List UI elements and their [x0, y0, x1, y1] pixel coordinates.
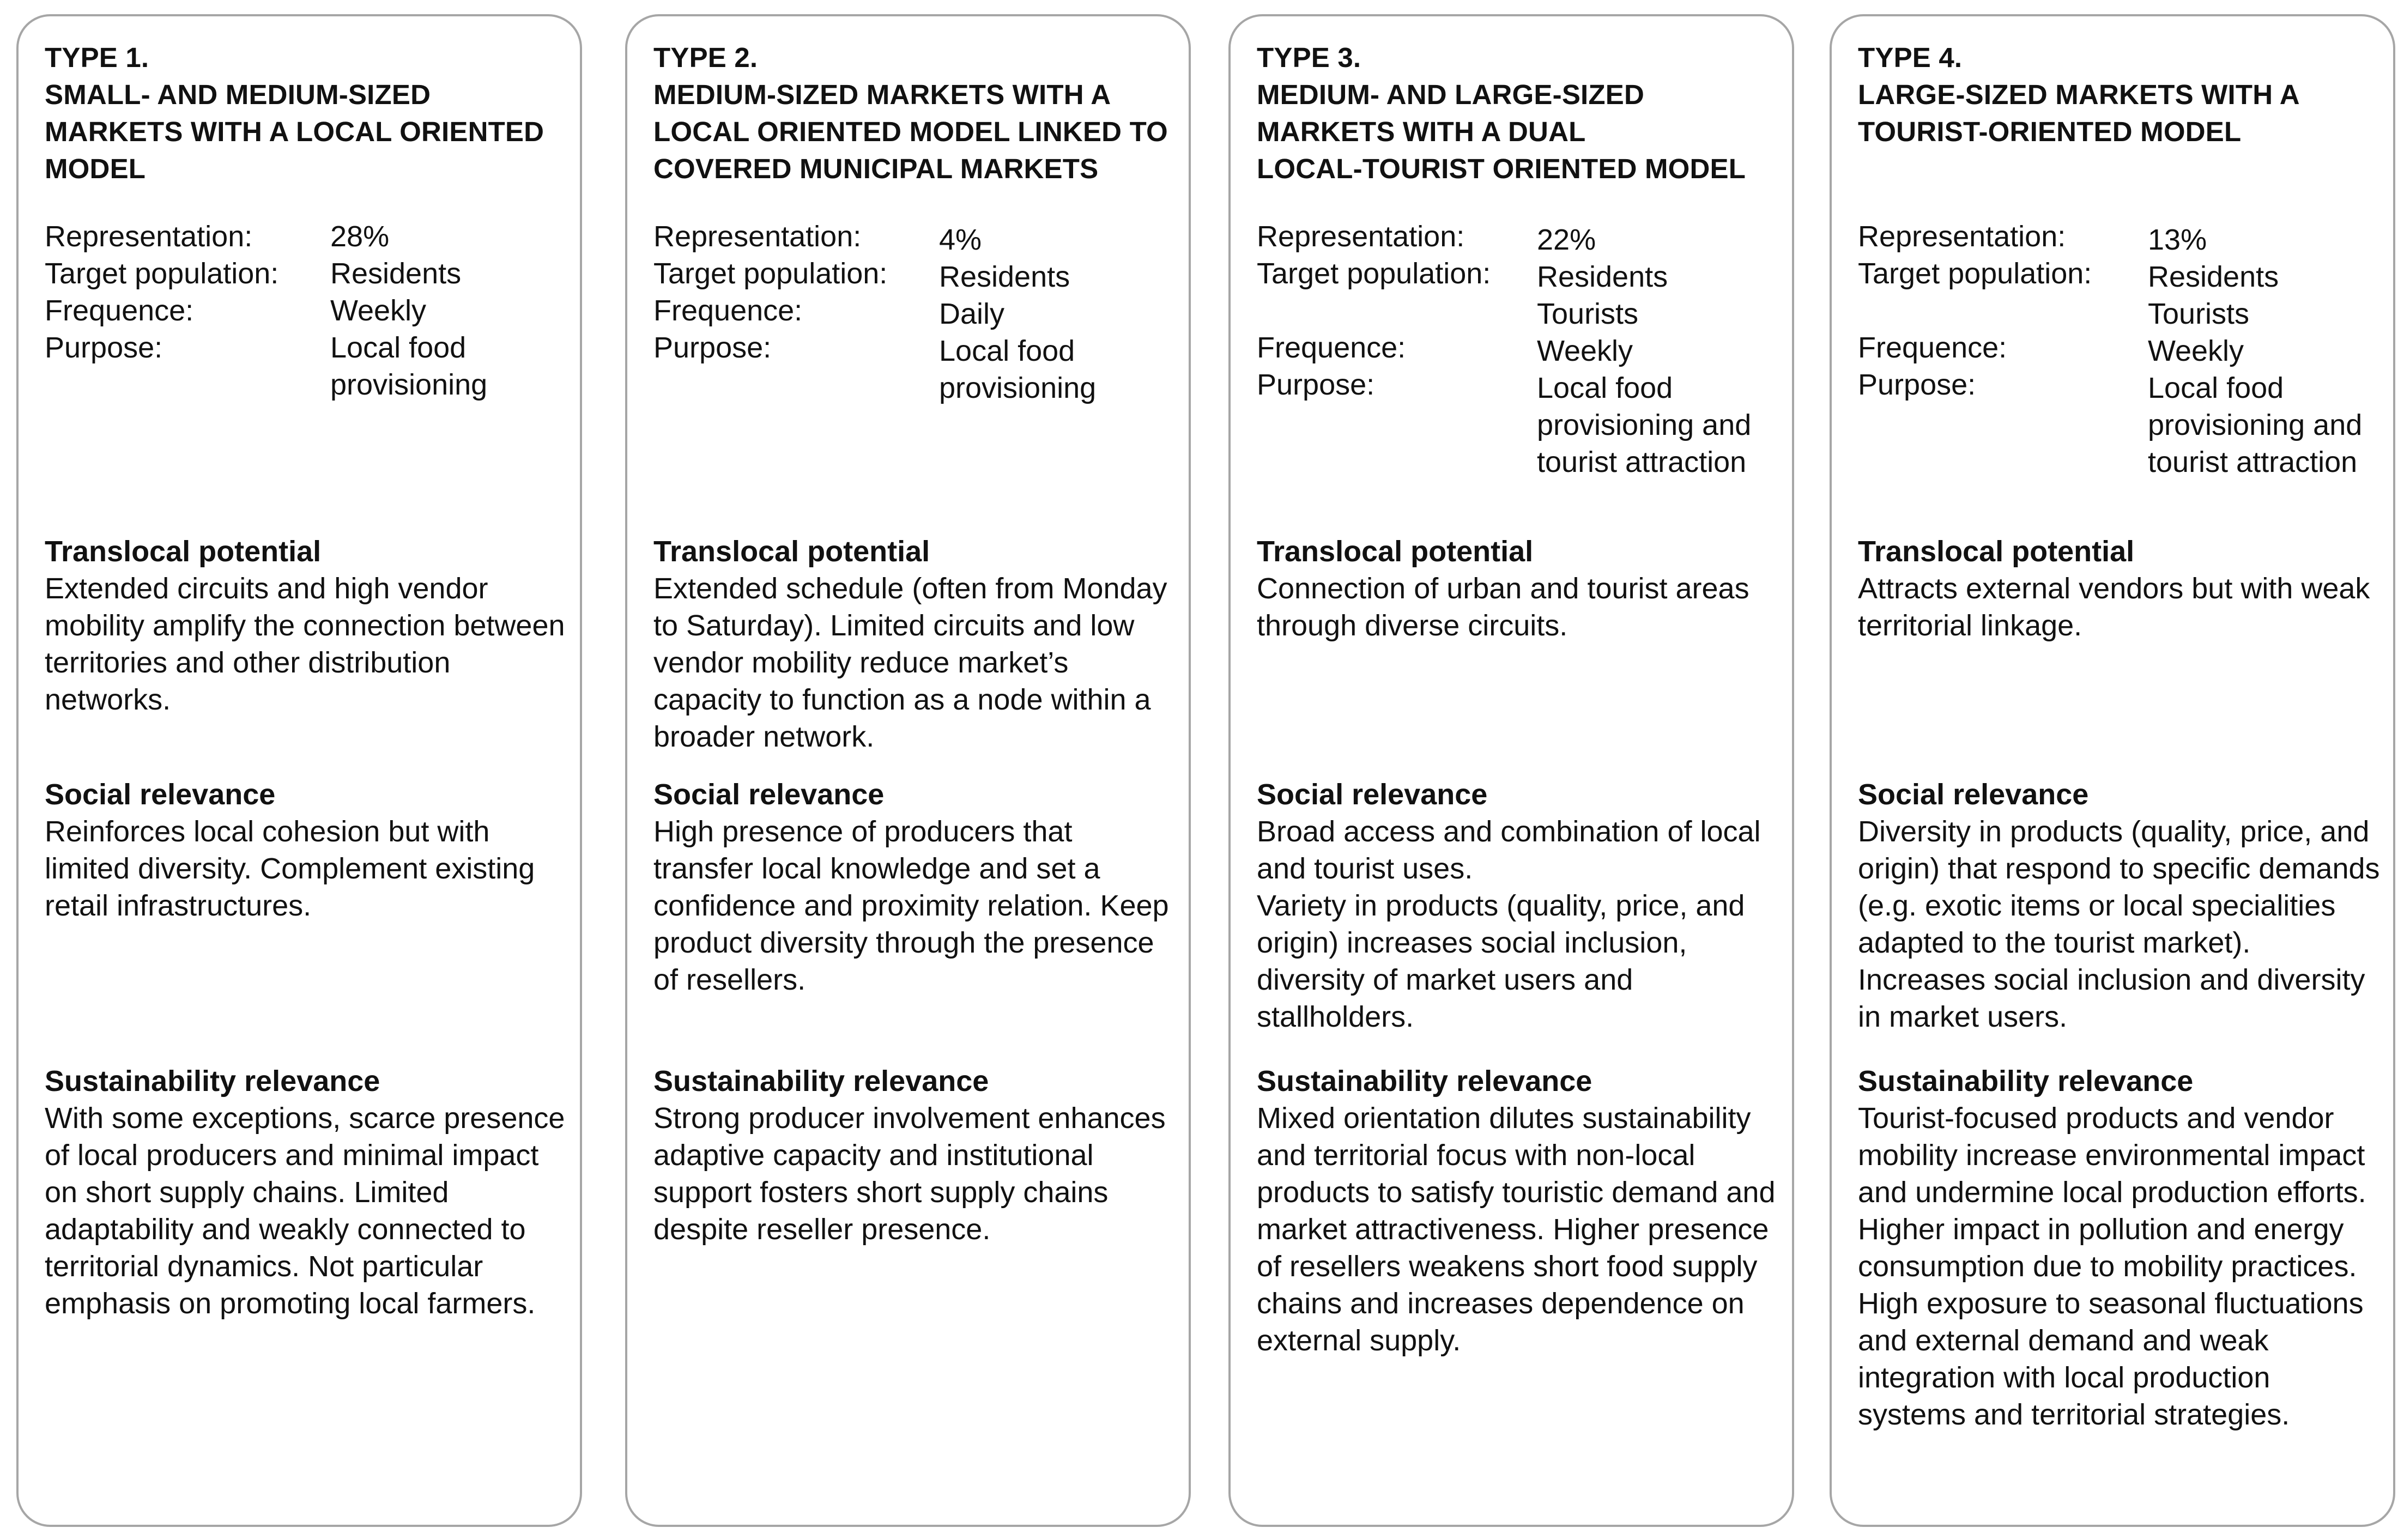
translocal-body: Connection of urban and tourist areas through diverse circuits. [1257, 572, 1749, 642]
target-population-value: Residents [939, 260, 1070, 293]
market-type-card-2 [625, 14, 1191, 1527]
frequence-label: Frequence: [45, 294, 194, 327]
frequence-label: Frequence: [1858, 331, 2007, 364]
sustainability-body: Tourist-focused products and vendor mobility increase environmental impact and undermine local production efforts. Higher impact in pollution and energy consumption due to mobility practices. High exposure to seasonal fluctuations and external demand and weak integration with local production systems and territorial strategies. [1858, 1102, 2366, 1431]
representation-value: 4% [939, 223, 982, 256]
purpose-value: Local food provisioning and tourist attraction [2148, 372, 2363, 478]
purpose-value: Local food provisioning [939, 335, 1097, 404]
purpose-value: Local food provisioning [330, 331, 488, 401]
social-heading: Social relevance [653, 778, 885, 811]
purpose-label: Purpose: [1257, 368, 1375, 401]
title-line: TYPE 4. [1858, 42, 1963, 73]
title-line: TYPE 2. [653, 42, 758, 73]
representation-label: Representation: [45, 220, 253, 253]
market-type-card-4 [1830, 14, 2395, 1527]
sustainability-body: With some exceptions, scarce presence of local producers and minimal impact on short supply chains. Limited adaptability and weakly connected to territorial dynamics. Not particular emphasis on promoting local farmers. [45, 1102, 565, 1320]
social-body: High presence of producers that transfer local knowledge and set a confidence and proximity relation. Keep product diversity through the presence of resellers. [653, 815, 1169, 996]
frequence-label: Frequence: [1257, 331, 1406, 364]
frequence-value: Daily [939, 298, 1005, 330]
translocal-heading: Translocal potential [45, 535, 322, 568]
market-type-card-3 [1228, 14, 1794, 1527]
representation-value: 13% [2148, 223, 2207, 256]
card-title [653, 39, 1168, 187]
sustainability-heading: Sustainability relevance [1858, 1065, 2194, 1098]
title-line: TYPE 1. [45, 42, 149, 73]
target-population-label: Target population: [1257, 257, 1491, 290]
translocal-body: Extended circuits and high vendor mobility amplify the connection between territories and other distribution networks. [45, 572, 565, 716]
social-heading: Social relevance [1858, 778, 2089, 811]
title-line: MEDIUM- AND LARGE-SIZED [1257, 79, 1645, 110]
frequence-label: Frequence: [653, 294, 803, 327]
translocal-heading: Translocal potential [1257, 535, 1534, 568]
purpose-value: Local food provisioning and tourist attraction [1537, 372, 1752, 478]
representation-label: Representation: [1257, 220, 1465, 253]
target-population-value: Residents [330, 257, 462, 290]
card-title [1858, 39, 2300, 150]
social-body: Reinforces local cohesion but with limited diversity. Complement existing retail infrastructures. [45, 815, 535, 922]
social-body: Diversity in products (quality, price, and origin) that respond to specific demands (e.g. exotic items or local specialities adapted to the tourist market). Increases social inclusion and diversity in market users. [1858, 815, 2380, 1033]
title-line: SMALL- AND MEDIUM-SIZED [45, 79, 431, 110]
representation-value: 22% [1537, 223, 1596, 256]
card-title [45, 39, 544, 187]
translocal-heading: Translocal potential [1858, 535, 2135, 568]
title-line: MARKETS WITH A LOCAL ORIENTED [45, 116, 544, 147]
purpose-label: Purpose: [1858, 368, 1976, 401]
title-line: LOCAL-TOURIST ORIENTED MODEL [1257, 153, 1746, 184]
translocal-body: Extended schedule (often from Monday to Saturday). Limited circuits and low vendor mobility reduce market’s capacity to function as a node within a broader network. [653, 572, 1167, 753]
title-line: LARGE-SIZED MARKETS WITH A [1858, 79, 2300, 110]
social-heading: Social relevance [45, 778, 276, 811]
sustainability-body: Mixed orientation dilutes sustainability and territorial focus with non-local products to satisfy touristic demand and market attractiveness. Higher presence of resellers weakens short food supply chains and increases dependence on external supply. [1257, 1102, 1776, 1357]
target-population-label: Target population: [45, 257, 279, 290]
title-line: COVERED MUNICIPAL MARKETS [653, 153, 1099, 184]
title-line: MEDIUM-SIZED MARKETS WITH A [653, 79, 1111, 110]
representation-value: 28% [330, 220, 390, 253]
frequence-value: Weekly [330, 294, 427, 327]
purpose-label: Purpose: [45, 331, 163, 364]
translocal-heading: Translocal potential [653, 535, 930, 568]
target-population-value: Residents Tourists [2148, 260, 2279, 330]
title-line: TOURIST-ORIENTED MODEL [1858, 116, 2242, 147]
sustainability-body: Strong producer involvement enhances adaptive capacity and institutional support fosters short supply chains despite reseller presence. [653, 1102, 1166, 1246]
title-line: MODEL [45, 153, 146, 184]
sustainability-heading: Sustainability relevance [653, 1065, 989, 1098]
sustainability-heading: Sustainability relevance [1257, 1065, 1592, 1098]
translocal-body: Attracts external vendors but with weak territorial linkage. [1858, 572, 2370, 642]
sustainability-heading: Sustainability relevance [45, 1065, 380, 1098]
title-line: TYPE 3. [1257, 42, 1361, 73]
frequence-value: Weekly [2148, 335, 2244, 367]
frequence-value: Weekly [1537, 335, 1633, 367]
title-line: LOCAL ORIENTED MODEL LINKED TO [653, 116, 1168, 147]
target-population-value: Residents Tourists [1537, 260, 1668, 330]
social-body: Broad access and combination of local and tourist uses. Variety in products (quality, price, and origin) increases social inclusion, diversity of market users and stallholders. [1257, 815, 1761, 1033]
card-title [1257, 39, 1746, 187]
title-line: MARKETS WITH A DUAL [1257, 116, 1586, 147]
target-population-label: Target population: [1858, 257, 2092, 290]
market-type-card-1 [16, 14, 582, 1527]
representation-label: Representation: [653, 220, 862, 253]
target-population-label: Target population: [653, 257, 888, 290]
purpose-label: Purpose: [653, 331, 772, 364]
representation-label: Representation: [1858, 220, 2066, 253]
social-heading: Social relevance [1257, 778, 1488, 811]
